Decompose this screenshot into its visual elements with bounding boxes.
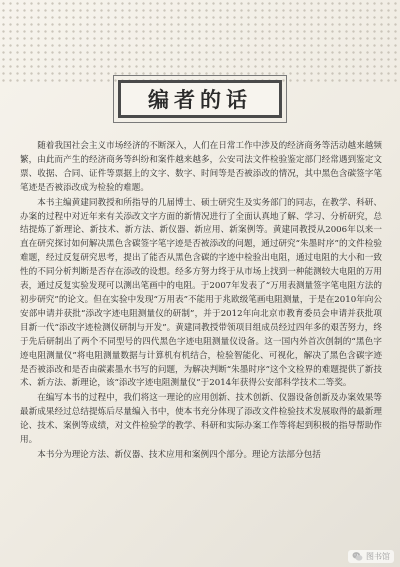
watermark-text: 图书馆 [366,552,390,561]
decorative-dot-pattern [0,0,400,86]
paragraph-2: 本书主编黄建同教授和所指导的几届博士、硕士研究生及实务部门的同志，在教学、科研、办案的过程中对近年来有关添改文字方面的新情况进行了全面认真地了解、学习、分析研究，总结提炼了新理论、新技术、新方法、新仪器、新应用、新案例等。黄建同教授从2006年以来一直在研究探讨如何解决黑色含碳签字笔字迹是否被添改的问题，通过研究“朱墨时序”的文件检验难题，经过反复研究思考，提出了能否从黑色含碳的字迹中检验出电阻，通过电阻的大小和一致性的不同分析判断是否存在添改的设想。经多方努力终于从市场上找到一种能测较大电阻的万用表，通过反复实验发现可以测出笔画中的电阻。于2007年发表了“万用表测量签字笔电阻方法的初步研究”的论文。但在实验中发现“万用表”不能用于兆欧级笔画电阻测量，于是在2010年向公安部申请并获批“添改字迹电阻测量仪的研制”，并于2012年向北京市教育委员会申请并获批项目新一代“添改字迹检测仪研制与开发”。黄建同教授带领项目组成员经过四年多的艰苦努力，终于先后研制出了两个不同型号的四代黑色字迹电阻测量仪设备。这一国内外首次创制的“黑色字迹电阻测量仪”将电阻测量数据与计算机有机结合，检验智能化、可视化，解决了黑色含碳字迹是否被添改和是否由碳素墨水书写的问题，为解决判断“朱墨时序”这个文检界的难题提供了新技术、新方法、新理论，该“添改字迹电阻测量仪”于2014年获得公安部科学技术二等奖。 [20,197,382,389]
page-title: 编者的话 [148,88,252,112]
paragraph-1: 随着我国社会主义市场经济的不断深入，人们在日常工作中涉及的经济商务等活动越来越频繁，由此而产生的经济商务等纠纷和案件越来越多，公安司法文件检验鉴定部门经常遇到鉴定文票、收据、合同、证件等票据上的文字、数字、时间等是否被添改的情况，其中黑色含碳签字笔笔迹是否被添改成为检验的难题。 [20,141,382,193]
wechat-icon [352,551,363,562]
paragraph-4: 本书分为理论方法、新仪器、技术应用和案例四个部分。理论方法部分包括 [37,449,321,460]
paragraph-3: 在编写本书的过程中，我们将这一理论的应用创新、技术创新、仪器设备创新及办案效果等最新成果经过总结提炼后尽量编入书中，使本书充分体现了添改文件检验技术发展取得的最新理论、技术、案例等成绩，对文件检验学的教学、科研和实际办案工作等将起到积极的指导帮助作用。 [20,393,382,446]
title-frame [118,80,282,118]
preface-body [20,140,382,464]
wechat-watermark [348,550,394,563]
